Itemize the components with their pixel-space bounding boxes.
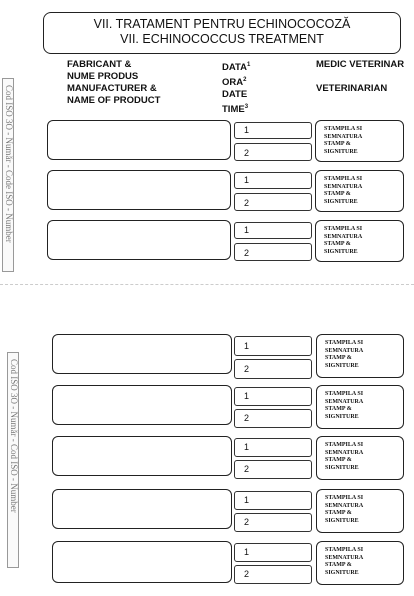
stamp-signature-box[interactable]: STAMPILA SI SEMNATURA STAMP & SIGNITURE [316, 385, 404, 429]
product-field[interactable] [52, 334, 232, 374]
product-field[interactable] [47, 170, 231, 210]
time-field[interactable]: 2 [234, 565, 312, 584]
product-field[interactable] [52, 385, 232, 425]
product-field[interactable] [52, 489, 232, 529]
time-field[interactable]: 2 [234, 359, 312, 379]
date-field[interactable]: 1 [234, 336, 312, 356]
date-field[interactable]: 1 [234, 438, 312, 457]
date-field[interactable]: 1 [234, 491, 312, 510]
stamp-signature-box[interactable]: STAMPILA SI SEMNATURA STAMP & SIGNITURE [316, 436, 404, 480]
date-field[interactable]: 1 [234, 122, 312, 139]
column-header-veterinarian: MEDIC VETERINAR VETERINARIAN [316, 59, 405, 94]
product-field[interactable] [47, 220, 231, 260]
product-field[interactable] [52, 541, 232, 583]
date-field[interactable]: 1 [234, 222, 312, 239]
product-field[interactable] [47, 120, 231, 160]
column-header-manufacturer: FABRICANT & NUME PRODUS MANUFACTURER & NAME OF PRODUCT [67, 59, 161, 106]
stamp-signature-box[interactable]: STAMPILA SI SEMNATURA STAMP & SIGNITURE [316, 489, 404, 533]
section-title-box [43, 12, 401, 54]
stamp-signature-box[interactable]: STAMPILA SI SEMNATURA STAMP & SIGNITURE [315, 120, 404, 162]
stamp-signature-box[interactable]: STAMPILA SI SEMNATURA STAMP & SIGNITURE [316, 541, 404, 585]
date-field[interactable]: 1 [234, 543, 312, 562]
time-field[interactable]: 2 [234, 513, 312, 532]
stamp-signature-box[interactable]: STAMPILA SI SEMNATURA STAMP & SIGNITURE [316, 334, 404, 378]
column-header-date-time: DATA$^1$ ORA$^2$ DATE TIME$^3$ [222, 62, 251, 116]
footnote-2: 2 [243, 77, 247, 84]
page-separator [0, 284, 414, 285]
date-field[interactable]: 1 [234, 172, 312, 189]
time-field[interactable]: 2 [234, 193, 312, 211]
footnote-1: 1 [246, 62, 251, 68]
stamp-signature-box[interactable]: STAMPILA SI SEMNATURA STAMP & SIGNITURE [315, 170, 404, 212]
side-strip-text: Cod ISO 3O - Număr - Cod ISO - Number [9, 359, 19, 513]
side-strip-text: Cod ISO 3O - Număr - Code ISO - Number [4, 85, 14, 243]
side-strip-page-1 [2, 78, 14, 272]
footnote-3: 3 [244, 104, 249, 111]
side-strip-page-2 [7, 352, 19, 568]
product-field[interactable] [52, 436, 232, 476]
section-title-en: VII. ECHINOCOCCUS TREATMENT [120, 32, 324, 46]
time-field[interactable]: 2 [234, 243, 312, 261]
stamp-signature-box[interactable]: STAMPILA SI SEMNATURA STAMP & SIGNITURE [315, 220, 404, 262]
date-field[interactable]: 1 [234, 387, 312, 406]
time-field[interactable]: 2 [234, 409, 312, 428]
time-field[interactable]: 2 [234, 460, 312, 479]
section-title-ro: VII. TRATAMENT PENTRU ECHINOCOCOZĂ [93, 17, 351, 31]
time-field[interactable]: 2 [234, 143, 312, 161]
